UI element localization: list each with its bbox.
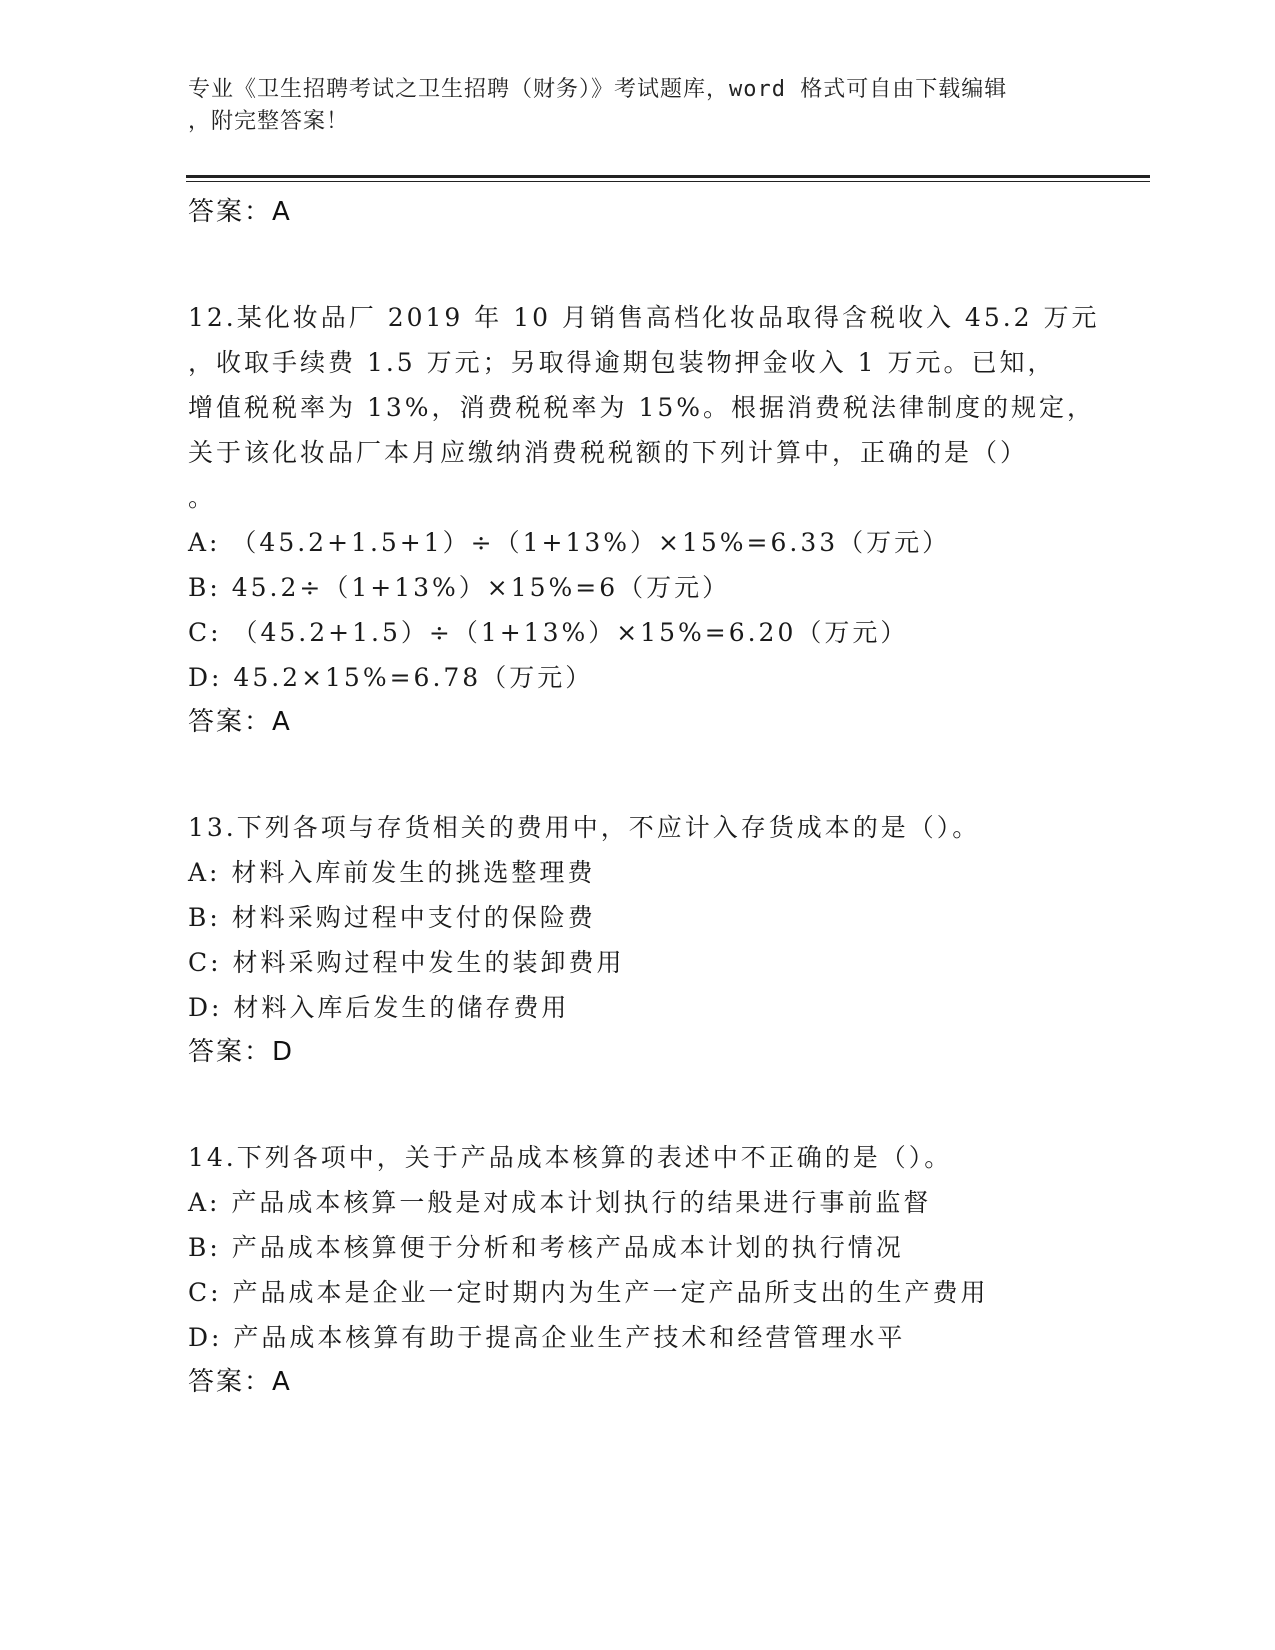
question-stem-line: 13.下列各项与存货相关的费用中，不应计入存货成本的是（）。 xyxy=(188,813,981,842)
question-13 xyxy=(188,805,1088,1075)
header-divider-thick xyxy=(186,175,1150,178)
question-stem-line: 。 xyxy=(188,483,217,512)
question-list xyxy=(188,190,1100,1405)
option-d: D: 45.2×15%=6.78（万元） xyxy=(188,663,594,692)
previous-answer: 答案：A xyxy=(188,197,292,227)
document-header xyxy=(188,74,1088,138)
option-b: B: 产品成本核算便于分析和考核产品成本计划的执行情况 xyxy=(188,1233,904,1262)
option-b: B: 材料采购过程中支付的保险费 xyxy=(188,903,596,932)
question-12 xyxy=(188,295,1100,745)
question-stem-line: 关于该化妆品厂本月应缴纳消费税税额的下列计算中，正确的是（） xyxy=(188,438,1029,467)
header-divider-thin xyxy=(186,181,1150,182)
spacer xyxy=(188,235,1088,295)
question-14 xyxy=(188,1135,1088,1405)
option-a: A: 材料入库前发生的挑选整理费 xyxy=(188,858,596,887)
question-stem-line: ，收取手续费 1.5 万元；另取得逾期包装物押金收入 1 万元。已知， xyxy=(188,348,1056,377)
option-d: D: 材料入库后发生的储存费用 xyxy=(188,993,570,1022)
option-c: C: 产品成本是企业一定时期内为生产一定产品所支出的生产费用 xyxy=(188,1278,989,1307)
answer-label: 答案：A xyxy=(188,707,292,737)
answer-label: 答案：A xyxy=(188,1367,292,1397)
option-a: A: 产品成本核算一般是对成本计划执行的结果进行事前监督 xyxy=(188,1188,932,1217)
option-d: D: 产品成本核算有助于提高企业生产技术和经营管理水平 xyxy=(188,1323,906,1352)
option-a: A: （45.2+1.5+1）÷（1+13%）×15%=6.33（万元） xyxy=(188,528,951,557)
question-stem-line: 12.某化妆品厂 2019 年 10 月销售高档化妆品取得含税收入 45.2 万元 xyxy=(188,303,1100,332)
option-b: B: 45.2÷（1+13%）×15%=6（万元） xyxy=(188,573,731,602)
answer-label: 答案：D xyxy=(188,1037,295,1067)
question-stem-line: 14.下列各项中，关于产品成本核算的表述中不正确的是（）。 xyxy=(188,1143,953,1172)
question-stem-line: 增值税税率为 13%，消费税税率为 15%。根据消费税法律制度的规定， xyxy=(188,393,1096,422)
header-line-1: 专业《卫生招聘考试之卫生招聘（财务）》考试题库，word 格式可自由下载编辑 xyxy=(188,77,1008,102)
spacer xyxy=(188,1075,1088,1135)
header-line-2: ，附完整答案！ xyxy=(188,109,350,134)
spacer xyxy=(188,745,1088,805)
option-c: C: 材料采购过程中发生的装卸费用 xyxy=(188,948,625,977)
option-c: C: （45.2+1.5）÷（1+13%）×15%=6.20（万元） xyxy=(188,618,909,647)
